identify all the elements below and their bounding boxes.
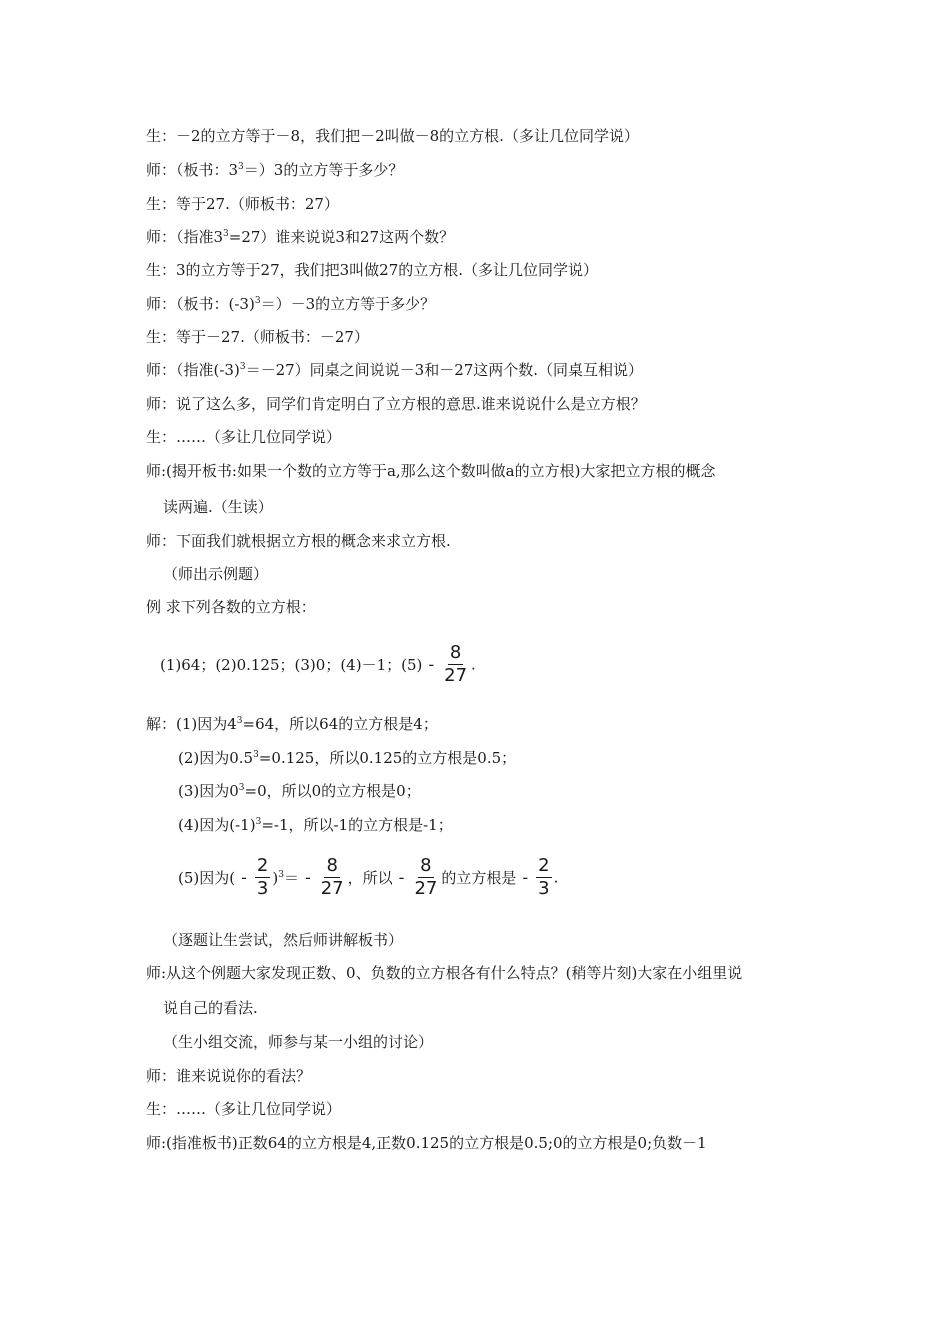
text-line: 生：……（多让几位同学说） xyxy=(146,428,342,446)
denominator: 27 xyxy=(444,665,468,686)
text-line: 师：（指准$(-3)^3=-27$）同桌之间说说－3和－27这两个数.（同桌互相说） xyxy=(146,361,644,379)
text-segment: 的立方根是 xyxy=(441,869,517,887)
minus-sign: - xyxy=(398,868,405,887)
period: . xyxy=(553,868,559,887)
denominator: 27 xyxy=(320,878,344,899)
text-line: 师：（指准$3^3=27$）谁来说说3和27这两个数？ xyxy=(146,228,455,246)
text-line: 师:(指准板书)正数64的立方根是4,正数0.125的立方根是0.5;0的立方根是0;负数－1 xyxy=(146,1134,707,1152)
numerator: 8 xyxy=(449,642,462,663)
fraction xyxy=(536,855,551,900)
text-line: （逐题让生尝试，然后师讲解板书） xyxy=(163,931,404,949)
minus-sign: - xyxy=(522,868,529,887)
numerator: 8 xyxy=(420,855,432,876)
minus-sign: - xyxy=(304,868,311,887)
text-line: 生：3的立方等于27，我们把3叫做27的立方根.（多让几位同学说） xyxy=(146,261,599,279)
text-line: 生：等于－27.（师板书：－27） xyxy=(146,328,369,346)
minus-sign: - xyxy=(428,655,435,674)
solution-line-5 xyxy=(178,855,558,900)
text-line: 师：说了这么多，同学们肯定明白了立方根的意思.谁来说说什么是立方根？ xyxy=(146,395,646,413)
text-segment: )$^3$＝ xyxy=(272,869,299,887)
solution-line-2: (2)因为$0.5^3=0.125$，所以0.125的立方根是0.5； xyxy=(178,749,517,767)
text-line: （生小组交流，师参与某一小组的讨论） xyxy=(163,1033,434,1051)
example-items-text: (1)64；(2)0.125；(3)0；(4)－1；(5) xyxy=(160,656,423,674)
text-line: 生：等于27.（师板书：27） xyxy=(146,195,339,213)
text-line: 读两遍.（生读） xyxy=(163,498,273,516)
numerator: 2 xyxy=(256,855,269,876)
text-line: 说自己的看法. xyxy=(163,999,258,1017)
text-line: 师：（板书：$(-3)^3=)-3$的立方等于多少？ xyxy=(146,295,436,313)
period: . xyxy=(471,655,476,674)
example-items xyxy=(160,642,476,687)
text-line: 生：……（多让几位同学说） xyxy=(146,1100,342,1118)
numerator: 8 xyxy=(326,855,338,876)
text-line: 师:从这个例题大家发现正数、0、负数的立方根各有什么特点？(稍等片刻)大家在小组里说 xyxy=(146,964,743,982)
fraction xyxy=(255,855,270,900)
numerator: 2 xyxy=(538,855,550,876)
fraction xyxy=(412,855,439,900)
text-line: （师出示例题） xyxy=(163,565,269,583)
denominator: 27 xyxy=(414,878,438,899)
text-segment: (5)因为( xyxy=(178,869,236,887)
fraction xyxy=(319,855,346,900)
text-line: 生：－2的立方等于－8，我们把－2叫做－8的立方根.（多让几位同学说） xyxy=(146,127,639,145)
text-line: 师：下面我们就根据立方根的概念来求立方根. xyxy=(146,532,451,550)
text-line: 师：谁来说说你的看法？ xyxy=(146,1067,312,1085)
fraction xyxy=(442,642,469,687)
minus-sign: - xyxy=(241,868,247,887)
solution-line-1: 解：(1)因为$4^3=64$，所以64的立方根是4； xyxy=(146,715,438,733)
denominator: 3 xyxy=(538,878,550,899)
text-line: 师:(揭开板书:如果一个数的立方等于a,那么这个数叫做a的立方根)大家把立方根的概念 xyxy=(146,462,716,480)
text-line: 师：（板书：$3^3=)3$的立方等于多少？ xyxy=(146,161,404,179)
text-line: 例 求下列各数的立方根： xyxy=(146,598,316,616)
solution-line-3: (3)因为$0^3=0$，所以0的立方根是0； xyxy=(178,782,421,800)
text-segment: ，所以 xyxy=(347,869,393,887)
denominator: 3 xyxy=(256,878,269,899)
solution-line-4: (4)因为$(-1)^3=-1$，所以-1的立方根是-1； xyxy=(178,816,453,834)
